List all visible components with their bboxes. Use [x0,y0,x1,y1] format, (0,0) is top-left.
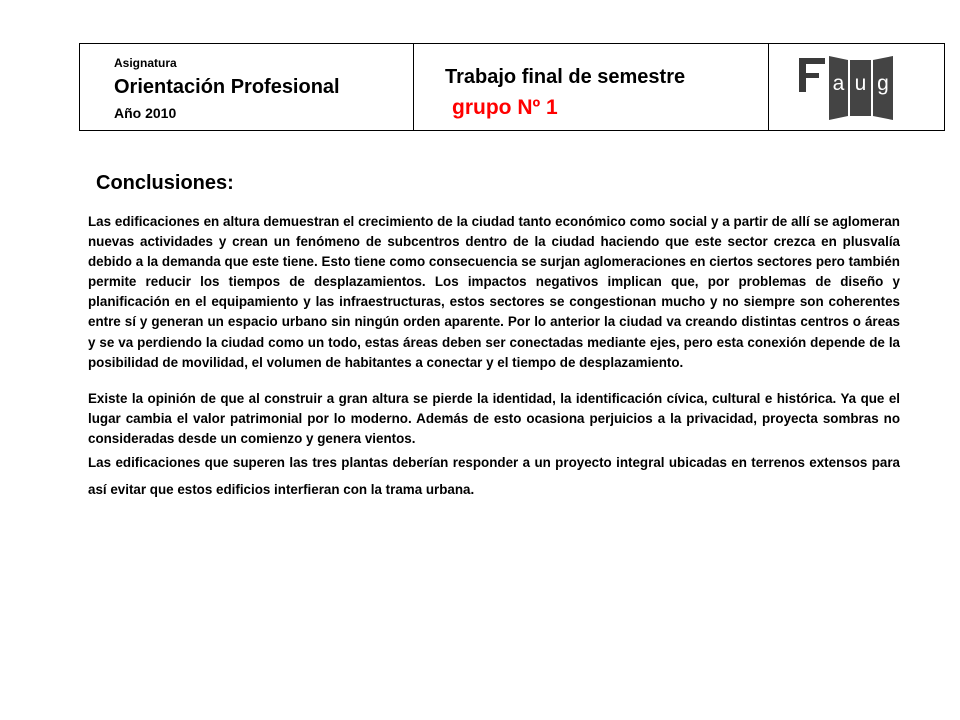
header-divider [768,44,769,130]
paragraph: Las edificaciones que superen las tres plantas deberían responder a un proyecto integral ubicadas en terrenos extensos para así evitar que estos edificios interfieran con la trama urbana. [88,455,900,498]
subject-label: Asignatura [114,56,177,70]
conclusions-body [88,212,900,503]
svg-text:u: u [854,72,867,95]
group-label: grupo Nº 1 [452,96,558,119]
header-box [79,43,945,131]
work-title: Trabajo final de semestre [445,66,686,88]
paragraph: Las edificaciones en altura demuestran el crecimiento de la ciudad tanto económico como social y a partir de allí se aglomeran nuevas actividades y crean un fenómeno de subcentros dentro de la ciudad haciendo que este sector crezca en plusvalía debido a la demanda que este tiene. Esto tiene como consecuencia se surjan aglomeraciones en ciertos sectores pero también permite reducir los tiempos de desplazamientos. Los impactos negativos implican que, por problemas de diseño y planificación en el equipamiento y las infraestructuras, estos sectores se congestionan mucho y no siempre son coherentes entre sí y generan un espacio urbano sin ningún orden aparente. Por lo anterior la ciudad va creando distintas centros o áreas y se va perdiendo la ciudad como un todo, estas áreas deben ser conectadas mediante ejes, pero esta conexión depende de la posibilidad de movilidad, el volumen de habitantes a conectar y el tiempo de desplazamiento. [88,214,900,370]
paragraph: Existe la opinión de que al construir a gran altura se pierde la identidad, la identificación cívica, cultural e histórica. Ya que el lugar cambia el valor patrimonial por lo moderno. Además de esto ocasiona perjuicios a la privacidad, proyecta sombras no consideradas desde un comienzo y genera vientos. [88,390,900,446]
conclusions-heading: Conclusiones: [96,172,234,194]
subject-name: Orientación Profesional [114,76,340,98]
year-label: Año 2010 [114,105,177,121]
header-divider [413,44,414,130]
faug-logo-icon [791,50,903,124]
svg-text:g: g [877,72,889,95]
svg-text:a: a [832,72,845,95]
